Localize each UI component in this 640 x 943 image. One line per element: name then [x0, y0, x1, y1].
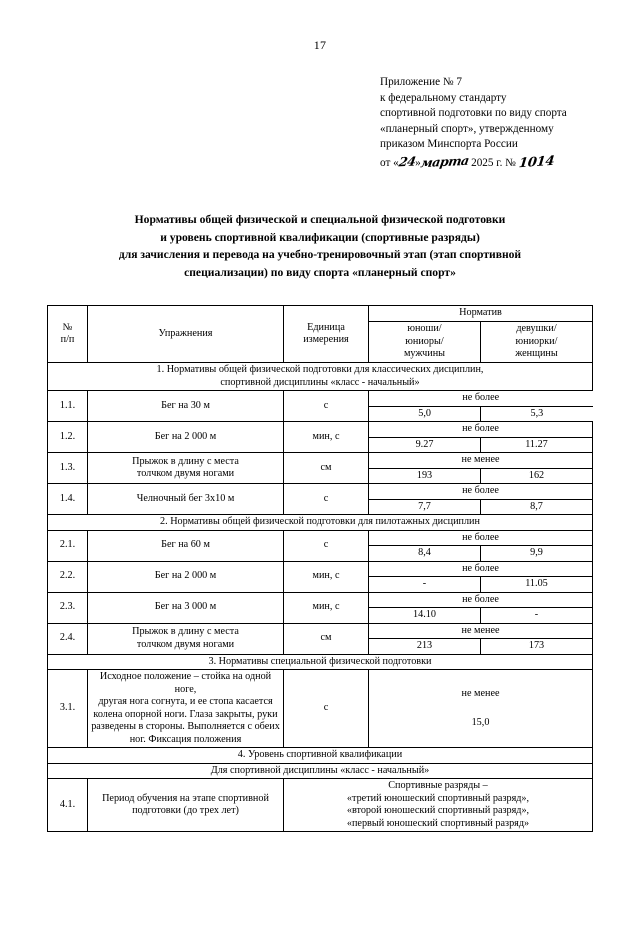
qualification-line2: «третий юношеский спортивный разряд», — [346, 792, 530, 804]
row-exercise-line2: толчком двумя ногами — [136, 638, 235, 650]
table-row — [48, 453, 593, 484]
row-value-male: 9.27 — [369, 438, 481, 453]
row-unit: с — [284, 530, 369, 561]
row-exercise — [88, 670, 284, 748]
page-number: 17 — [313, 38, 327, 52]
row-qualifier: не более — [369, 391, 593, 407]
row-qualification-value — [284, 779, 593, 832]
row-exercise-line2: подготовки (до трех лет) — [132, 805, 239, 816]
row-exercise-line1: Бег на 30 м — [161, 399, 210, 411]
header-date-line — [380, 154, 620, 172]
row-exercise-line1: Бег на 60 м — [161, 539, 210, 551]
row-value-female: 9,9 — [530, 547, 543, 558]
header-female-line1: девушки/ — [516, 323, 557, 335]
section-title-row — [48, 748, 593, 764]
row-num: 2.4. — [48, 623, 88, 654]
row-num: 2.2. — [48, 561, 88, 592]
row-value-female: 11.27 — [525, 438, 548, 450]
table-row — [48, 422, 593, 453]
table-row — [48, 779, 593, 832]
header-unit-line2: измерения — [303, 334, 349, 345]
row-qualifier: не менее — [369, 624, 592, 640]
row-qualifier: не более — [369, 531, 592, 547]
table-row — [48, 592, 593, 623]
row-values — [369, 391, 593, 422]
row-exercise-line1: Прыжок в длину с места — [132, 626, 239, 637]
qualification-line4: «первый юношеский спортивный разряд» — [346, 817, 530, 829]
row-qualifier: не менее — [369, 453, 592, 469]
row-exercise — [88, 623, 284, 654]
row-num: 2.3. — [48, 592, 88, 623]
row-value-male: 8,4 — [369, 546, 481, 561]
header-line-1: Приложение № 7 — [380, 76, 462, 88]
header-cell-female — [481, 321, 593, 362]
row-unit: мин, с — [284, 592, 369, 623]
row-value-female: - — [534, 609, 539, 620]
header-female-line3: женщины — [515, 348, 558, 360]
header-cell-male — [369, 321, 481, 362]
row-num: 1.1. — [48, 391, 88, 422]
section-4-subtitle: Для спортивной дисциплины «класс - начальный» — [48, 763, 593, 779]
row-exercise — [88, 561, 284, 592]
document-page — [0, 38, 640, 943]
row-exercise-line5: ног. Фиксация положения — [129, 733, 242, 745]
section-subtitle-row — [48, 763, 593, 779]
section-title-row — [48, 363, 593, 391]
row-qualifier: не более — [369, 422, 592, 438]
row-exercise-line1: Бег на 2 000 м — [154, 570, 217, 582]
qualification-line3: «второй юношеский спортивный разряд», — [346, 805, 530, 816]
row-values — [369, 670, 593, 748]
table-header-row-1 — [48, 306, 593, 322]
section-title-row — [48, 654, 593, 670]
row-exercise-line4: разведены в стороны. Выполняется с обеих — [91, 721, 280, 732]
section-title-row — [48, 515, 593, 531]
row-exercise-line1: Период обучения на этапе спортивной — [102, 792, 269, 804]
table-row — [48, 670, 593, 748]
section-1-title-line1: 1. Нормативы общей физической подготовки для классических дисциплин, — [156, 364, 484, 375]
row-exercise-line1: Прыжок в длину с места — [132, 455, 239, 467]
row-num: 1.2. — [48, 422, 88, 453]
header-cell-exercise: Упражнения — [88, 306, 284, 363]
row-exercise — [88, 453, 284, 484]
table-row — [48, 623, 593, 654]
row-num: 4.1. — [48, 779, 88, 832]
table-row — [48, 530, 593, 561]
row-exercise-line1: Челночный бег 3х10 м — [136, 492, 235, 504]
section-3-title: 3. Нормативы специальной физической подготовки — [48, 654, 593, 670]
date-prefix: от « — [380, 156, 399, 169]
title-line-2: и уровень спортивной квалификации (спортивные разряды) — [160, 230, 480, 244]
header-unit-line1: Единица — [307, 321, 345, 333]
row-unit: с — [284, 670, 369, 748]
row-unit: с — [284, 484, 369, 515]
table-row — [48, 391, 593, 422]
section-2-title: 2. Нормативы общей физической подготовки для пилотажных дисциплин — [48, 515, 593, 531]
row-num: 1.4. — [48, 484, 88, 515]
row-exercise-line2: толчком двумя ногами — [136, 468, 235, 479]
row-num: 1.3. — [48, 453, 88, 484]
row-exercise — [88, 391, 284, 422]
row-value-female: 11.05 — [525, 578, 548, 589]
row-values — [369, 623, 593, 654]
row-value-female: 173 — [528, 640, 545, 651]
header-male-line1: юноши/ — [407, 323, 442, 335]
date-month-handwritten: марта — [419, 152, 470, 170]
table-row — [48, 561, 593, 592]
section-4-title: 4. Уровень спортивной квалификации — [48, 748, 593, 764]
section-1-title — [48, 363, 593, 391]
row-value-female: 5,3 — [530, 407, 544, 419]
row-value: 15,0 — [471, 716, 490, 728]
section-1-title-line2: спортивной дисциплины «класс - начальный» — [220, 376, 420, 388]
row-num: 2.1. — [48, 530, 88, 561]
row-exercise-line1: Бег на 3 000 м — [154, 601, 217, 613]
header-male-line2: юниоры/ — [405, 335, 444, 347]
header-line-3: спортивной подготовки по виду спорта — [380, 107, 567, 119]
row-unit: с — [284, 391, 369, 422]
row-unit: см — [284, 453, 369, 484]
row-num: 3.1. — [48, 670, 88, 748]
header-cell-norm: Норматив — [369, 306, 593, 322]
document-header — [380, 75, 620, 171]
row-value-male: 7,7 — [369, 500, 481, 515]
title-line-4: специализации) по виду спорта «планерный спорт» — [184, 265, 456, 279]
row-exercise — [88, 484, 284, 515]
row-qualifier: не более — [369, 593, 592, 609]
row-unit: мин, с — [284, 422, 369, 453]
row-value-male: 213 — [369, 639, 481, 654]
row-values — [369, 422, 593, 453]
row-values — [369, 484, 593, 515]
row-value-male: 14.10 — [369, 608, 481, 623]
row-exercise — [88, 779, 284, 832]
row-exercise — [88, 530, 284, 561]
table-row — [48, 484, 593, 515]
row-value-male: - — [369, 577, 481, 592]
date-quote-close: » — [415, 156, 421, 169]
header-female-line2: юниорки/ — [515, 335, 558, 347]
standards-table — [47, 305, 593, 832]
row-value-male: 193 — [369, 469, 481, 484]
row-qualifier: не менее — [461, 688, 500, 699]
row-exercise-line1: Бег на 2 000 м — [154, 430, 217, 442]
row-exercise — [88, 422, 284, 453]
header-num-line1: № — [62, 321, 73, 333]
qualification-line1: Спортивные разряды – — [388, 780, 488, 791]
row-exercise-line3: колена опорной ноги. Глаза закрыты, руки — [93, 708, 278, 720]
row-exercise-line1: Исходное положение – стойка на одной ноге, — [99, 671, 272, 695]
row-value-male: 5,0 — [369, 407, 481, 422]
row-unit: мин, с — [284, 561, 369, 592]
row-exercise-line2: другая нога согнута, и ее стопа касается — [98, 696, 273, 707]
row-values — [369, 561, 593, 592]
header-num-line2: п/п — [60, 334, 75, 345]
row-exercise — [88, 592, 284, 623]
header-line-2: к федеральному стандарту — [380, 91, 507, 104]
row-qualifier: не более — [369, 484, 592, 500]
date-number-handwritten: 1014 — [517, 153, 555, 171]
row-value-female: 8,7 — [530, 500, 543, 512]
row-values — [369, 592, 593, 623]
row-values — [369, 453, 593, 484]
header-line-4: «планерный спорт», утвержденному — [380, 122, 554, 135]
row-values — [369, 530, 593, 561]
row-qualifier: не более — [369, 562, 592, 578]
title-line-3: для зачисления и перевода на учебно-тренировочный этап (этап спортивной — [118, 248, 522, 261]
header-male-line3: мужчины — [403, 348, 446, 360]
title-line-1: Нормативы общей физической и специальной физической подготовки — [134, 213, 506, 226]
page-title — [46, 211, 594, 281]
row-unit: см — [284, 623, 369, 654]
date-day-handwritten: 24 — [397, 153, 417, 169]
header-cell-unit — [284, 306, 369, 363]
date-year: 2025 г. № — [471, 156, 516, 169]
row-value-female: 162 — [528, 469, 545, 481]
header-line-5: приказом Минспорта России — [380, 138, 518, 150]
header-cell-num — [48, 306, 88, 363]
